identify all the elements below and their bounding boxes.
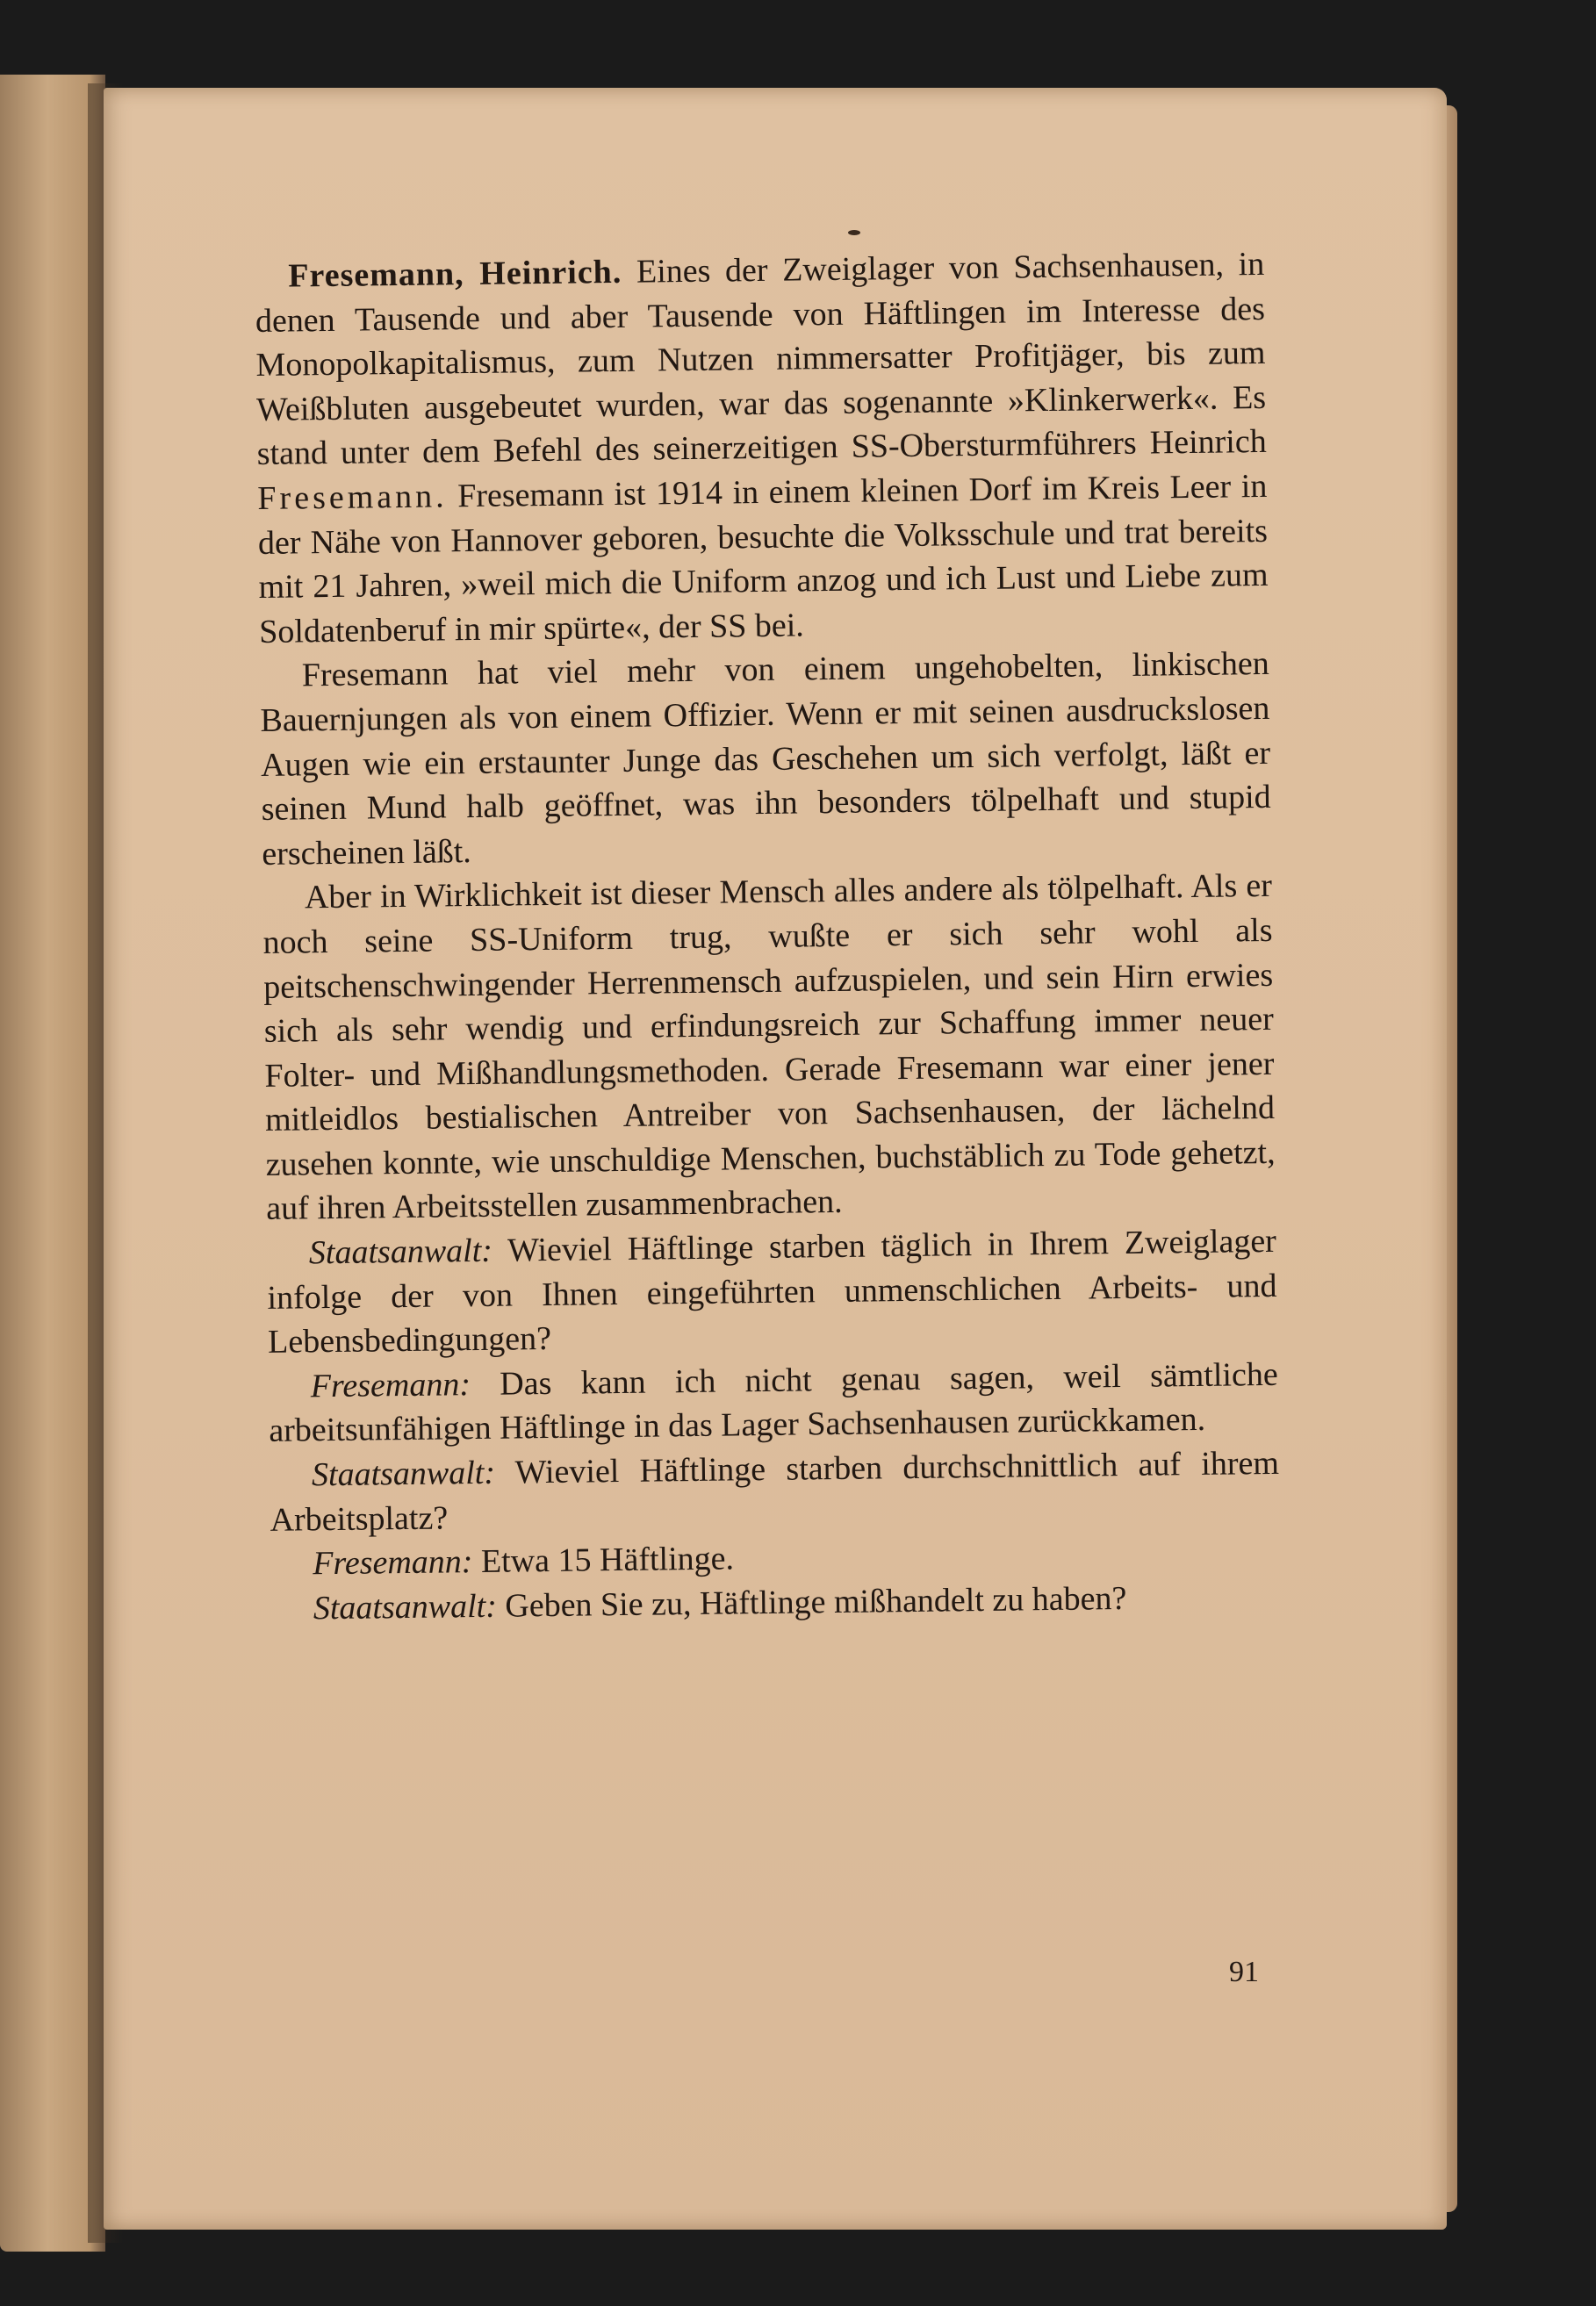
dialogue-line — [267, 1219, 1278, 1365]
dialogue-line — [268, 1353, 1278, 1454]
speaker-label: Fresemann: — [312, 1543, 473, 1583]
dialogue-text: Das kann ich nicht genau sagen, weil sämtliche arbeitsunfähigen Häftlinge in das Lager Sachsenhausen zurückkamen. — [269, 1355, 1278, 1450]
spaced-name: Fresemann. — [257, 478, 448, 517]
speaker-label: Staatsanwalt: — [311, 1454, 496, 1494]
speaker-label: Fresemann: — [310, 1365, 471, 1405]
page-number: 91 — [1229, 1956, 1259, 1988]
dialogue-text: Wieviel Häftlinge starben durchschnittlich auf ihrem Arbeitsplatz? — [270, 1444, 1280, 1539]
paragraph-3: Aber in Wirklichkeit ist dieser Mensch alles andere als tölpelhaft. Als er noch seine SS-Uniform trug, wußte er sich sehr wohl als peitschenschwingender Herrenmensch aufzuspielen, und sein Hirn erwies sich als sehr wendig und erfindungsreich zur Schaffung immer neuer Folter- und Mißhandlungsmethoden. Gerade Fresemann war einer jener mitleidlos bestialischen Antreiber von Sachsenhausen, der lächelnd zusehen konnte, wie unschuldige Menschen, buchstäblich zu Tode gehetzt, auf ihren Arbeitsstellen zusammenbrachen. — [262, 867, 1276, 1228]
paragraph-1 — [255, 242, 1269, 654]
paragraph-1-text-before: Eines der Zweiglager von Sachsenhausen, in denen Tausende und aber Tausende von Häftlingen im Interesse des Monopolkapitalismus, zum Nutzen nimmersatter Profitjäger, bis zum Weißbluten ausgebeutet wurden, war das sogenannte »Klinkerwerk«. Es stand unter dem Befehl des seinerzeitigen SS-Obersturmführers Heinrich — [255, 245, 1267, 473]
paragraph-1-text-after: Fresemann ist 1914 in einem kleinen Dorf im Kreis Leer in der Nähe von Hannover geboren, besuchte die Volksschule und trat bereits mit 21 Jahren, »weil mich die Uniform anzog und ich Lust und Liebe zum Soldatenberuf in mir spürte«, der SS bei. — [257, 467, 1269, 650]
paragraph-2: Fresemann hat viel mehr von einem ungehobelten, linkischen Bauernjungen als von einem Offizier. Wenn er mit seinen ausdruckslosen Augen wie ein erstaunter Junge das Geschehen um sich verfolgt, läßt er seinen Mund halb geöffnet, was ihn besonders tölpelhaft und stupid erscheinen läßt. — [260, 645, 1271, 873]
speaker-label: Staatsanwalt: — [313, 1587, 498, 1627]
dialogue-text: Geben Sie zu, Häftlinge mißhandelt zu haben? — [505, 1579, 1127, 1625]
dialogue-text: Wieviel Häftlinge starben täglich in Ihrem Zweiglager infolge der von Ihnen eingeführten unmenschlichen Arbeits- und Lebensbedingungen? — [267, 1222, 1277, 1361]
speaker-label: Staatsanwalt: — [308, 1232, 493, 1272]
print-speck — [848, 230, 860, 235]
dialogue-text: Etwa 15 Häftlinge. — [480, 1540, 735, 1581]
page-text — [255, 242, 1281, 1631]
dialogue-line — [270, 1441, 1280, 1542]
entry-heading: Fresemann, Heinrich. — [288, 253, 622, 295]
